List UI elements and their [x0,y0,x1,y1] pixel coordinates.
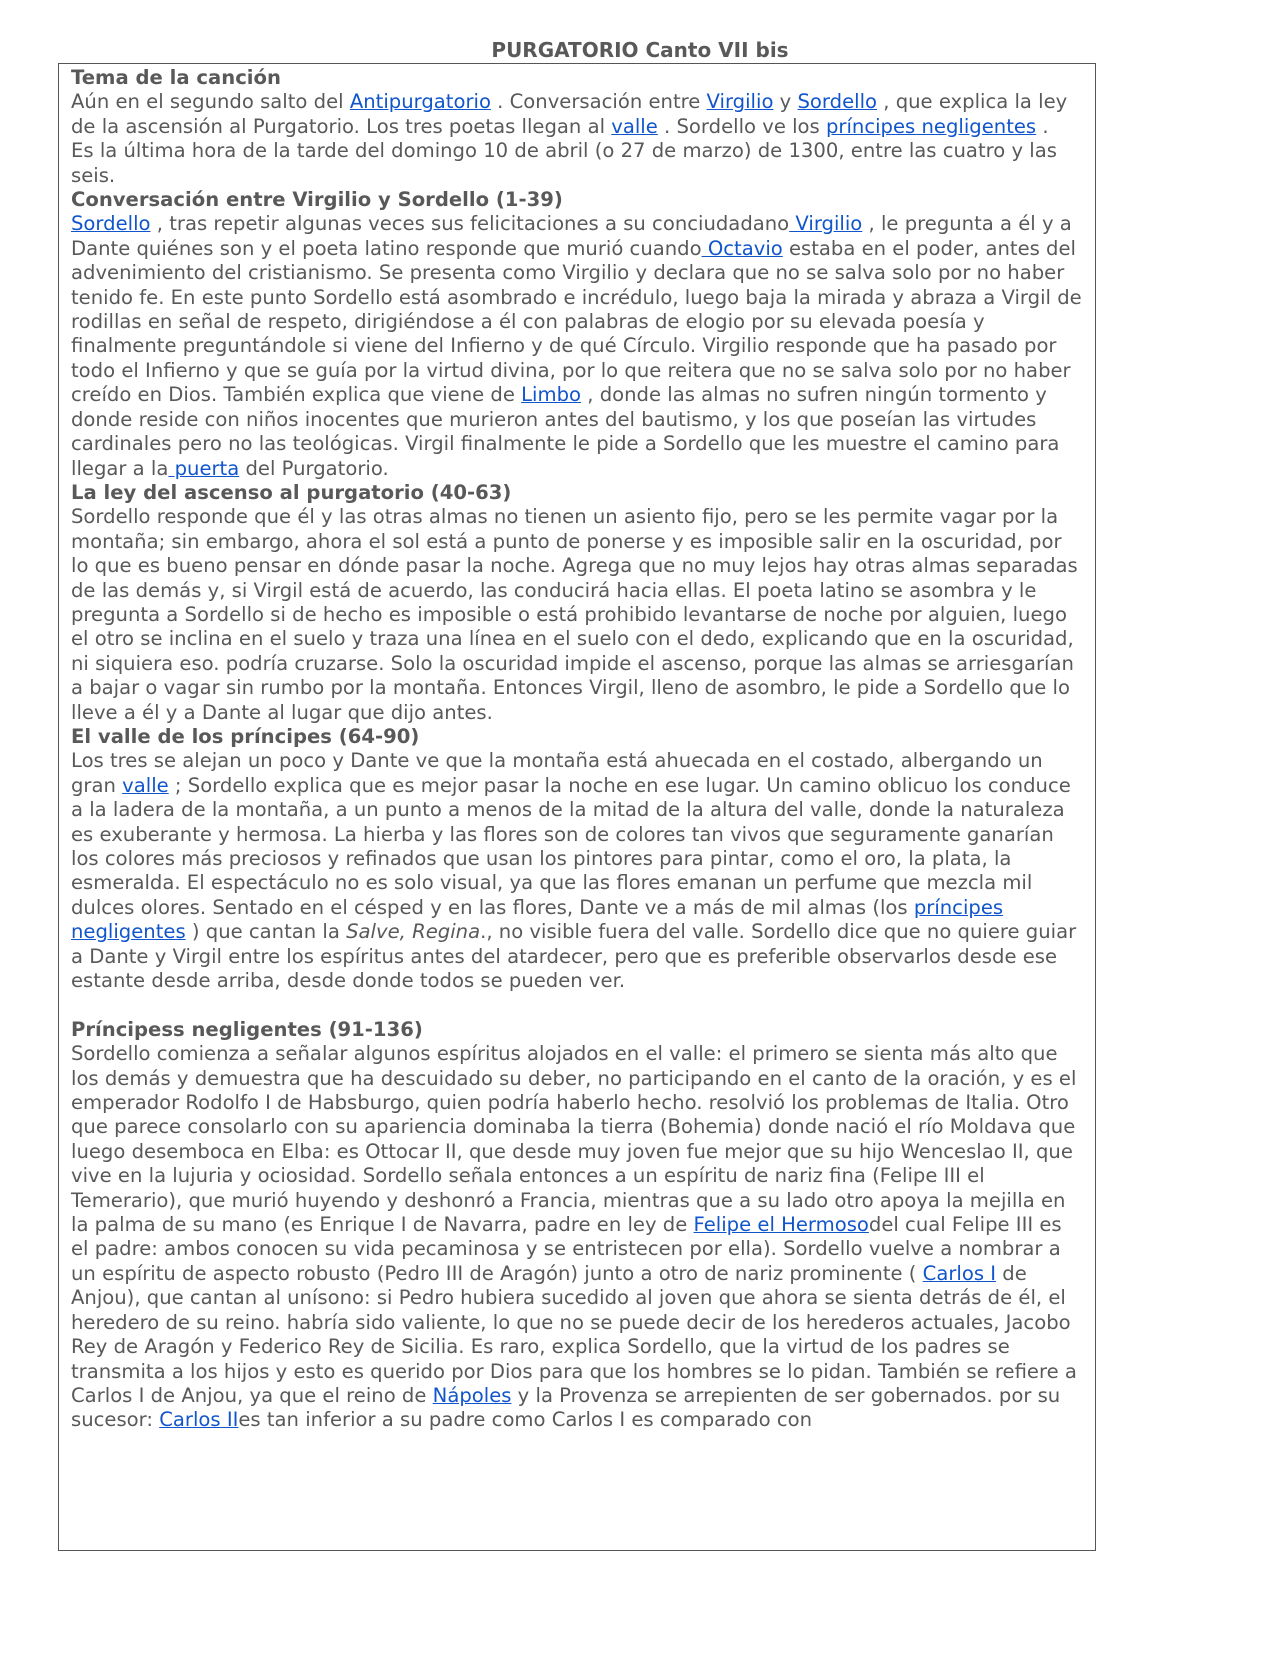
text-run: y la Provenza se arrepienten de ser gobernados. por su sucesor: [71,1383,1061,1432]
text-run: Aún en el segundo salto del [71,90,350,114]
text-run: estaba en el poder, antes del advenimiento del cristianismo. Se presenta como Virgilio y declara que no se salva solo por no haber tenido fe. En este punto Sordello está asombrado e incrédulo, luego baja la mirada y abraza a Virgil de rodillas en señal de respeto, dirigiéndose a él con palabras de elogio por su elevada poesía y finalmente preguntándole si viene del Infierno y de qué Círculo. Virgilio responde que ha pasado por todo el Infierno y que se guía por la virtud divina, por lo que reitera que no se salva solo por no haber creído en Dios. También explica que viene de [71,236,1082,407]
text-run: ; Sordello explica que es mejor pasar la noche en ese lugar. Un camino oblicuo los conduce a la ladera de la montaña, a un punto a menos de la mitad de la altura del valle, donde la naturaleza es exuberante y hermosa. La hierba y las flores son de colores tan vivos que seguramente ganarían los colores más preciosos y refinados que usan los pintores para pintar, como el oro, la plata, la esmeralda. El espectáculo no es solo visual, ya que las flores emanan un perfume que mezcla mil dulces olores. Sentado en el césped y en las flores, Dante ve a más de mil almas (los [71,773,1071,919]
text-run: . Sordello ve los [657,114,826,138]
content-box [58,63,1096,1551]
text-run: , que explica la ley de la ascensión al Purgatorio. Los tres poetas llegan al [71,90,1068,138]
heading-ley: La ley del ascenso al purgatorio (40-63) [71,480,512,504]
text-run: y [773,90,798,114]
link-carlos-ii[interactable]: Carlos II [159,1408,239,1432]
link-virgilio[interactable]: Virgilio [789,212,863,236]
text-run: Los tres se alejan un poco y Dante ve que la montaña está ahuecada en el costado, albergando un gran [71,749,1043,797]
text-run: . [1036,114,1049,138]
link-carlos-i[interactable]: Carlos I [922,1261,997,1285]
text-run: , donde las almas no sufren ningún tormento y donde reside con niños inocentes que murieron antes del bautismo, y los que poseían las virtudes cardinales pero no las teológicas. Virgil finalmente le pide a Sordello que les muestre el camino para llegar a la [71,383,1060,480]
heading-tema: Tema de la canción [71,66,281,89]
spacer [71,993,1085,1017]
text-run: es tan inferior a su padre como Carlos I es comparado con [238,1408,813,1432]
link-sordello[interactable]: Sordello [71,212,151,236]
page-title: PURGATORIO Canto VII bis [491,38,789,62]
link-valle[interactable]: valle [122,773,169,797]
paragraph-tema-1 [71,90,1085,139]
link-principes-negligentes[interactable]: príncipes negligentes [71,895,1004,944]
text-run: ., no visible fuera del valle. Sordello dice que no quiere guiar a Dante y Virgil entre los espíritus antes del atardecer, pero que es preferible observarlos desde ese estante desde arriba, desde donde todos se pueden ver. [71,920,1077,993]
heading-principes: Príncipess negligentes (91-136) [71,1017,423,1041]
text-run: ) que cantan la [185,920,347,944]
paragraph-valle [71,749,1085,993]
text-run: , tras repetir algunas veces sus felicitaciones a su conciudadano [150,212,790,236]
link-felipe-el-hermoso[interactable]: Felipe el Hermoso [693,1213,869,1237]
link-valle[interactable]: valle [611,114,658,138]
heading-conversacion: Conversación entre Virgilio y Sordello (1-39) [71,188,563,212]
paragraph-principes [71,1042,1085,1433]
link-limbo[interactable]: Limbo [521,383,582,407]
link-antipurgatorio[interactable]: Antipurgatorio [349,90,491,114]
text-run: del cual Felipe III es el padre: ambos conocen su vida pecaminosa y se entristecen por ella). Sordello vuelve a nombrar a un espíritu de aspecto robusto (Pedro III de Aragón) junto a otro de nariz prominente ( [71,1213,1062,1285]
paragraph-ley: Sordello responde que él y las otras almas no tienen un asiento fijo, pero se les permite vagar por la montaña; sin embargo, ahora el sol está a punto de ponerse y es imposible salir en la oscuridad, por lo que es bueno pensar en dónde pasar la noche. Agrega que no muy lejos hay otras almas separadas de las demás y, si Virgil está de acuerdo, las conducirá hacia ellas. El poeta latino se asombra y le pregunta a Sordello si de hecho es imposible o está prohibido levantarse de noche por alguien, luego el otro se inclina en el suelo y traza una línea en el suelo con el dedo, explicando que en la oscuridad, ni siquiera eso. podría cruzarse. Solo la oscuridad impide el ascenso, porque las almas se arriesgarían a bajar o vagar sin rumbo por la montaña. Entonces Virgil, lleno de asombro, le pide a Sordello que lo lleve a él y a Dante al lugar que dijo antes. [71,505,1078,724]
italic-title: Salve, Regina [346,920,481,944]
text-run: . Conversación entre [490,90,707,114]
link-principes-negligentes[interactable]: príncipes negligentes [825,114,1037,138]
text-run: , le pregunta a él y a Dante quiénes son y el poeta latino responde que murió cuando [71,212,1072,260]
link-puerta[interactable]: puerta [168,456,240,480]
link-napoles[interactable]: Nápoles [432,1383,512,1407]
text-run: Sordello comienza a señalar algunos espíritus alojados en el valle: el primero se sienta más alto que los demás y demuestra que ha descuidado su deber, no participando en el canto de la oración, y es el emperador Rodolfo I de Habsburgo, quien podría haberlo hecho. resolvió los problemas de Italia. Otro que parece consolarlo con su apariencia dominaba la tierra (Bohemia) donde nació el río Moldava que luego desemboca en Elba: es Ottocar II, que desde muy joven fue mejor que su hijo Wenceslao II, que vive en la lujuria y ociosidad. Sordello señala entonces a un espíritu de nariz fina (Felipe III el Temerario), que murió huyendo y deshonró a Francia, mientras que a su lado otro apoya la mejilla en la palma de su mano (es Enrique I de Navarra, padre en ley de [71,1042,1077,1237]
link-octavio[interactable]: Octavio [701,236,783,260]
heading-valle: El valle de los príncipes (64-90) [71,724,420,748]
paragraph-conversacion [71,212,1085,480]
link-sordello[interactable]: Sordello [797,90,878,114]
text-run: del Purgatorio. [239,456,389,480]
link-virgilio[interactable]: Virgilio [706,90,774,114]
text-run: de Anjou), que cantan al unísono: si Pedro hubiera sucedido al joven que ahora se sienta detrás de él, el heredero de su reino. habría sido valiente, lo que no se puede decir de los herederos actuales, Jacobo Rey de Aragón y Federico Rey de Sicilia. Es raro, explica Sordello, que la virtud de los padres se transmita a los hijos y esto es querido por Dios para que los hombres se lo pidan. También se refiere a Carlos I de Anjou, ya que el reino de [71,1261,1077,1407]
paragraph-tema-2: Es la última hora de la tarde del domingo 10 de abril (o 27 de marzo) de 1300, entre las cuatro y las seis. [71,139,1057,187]
